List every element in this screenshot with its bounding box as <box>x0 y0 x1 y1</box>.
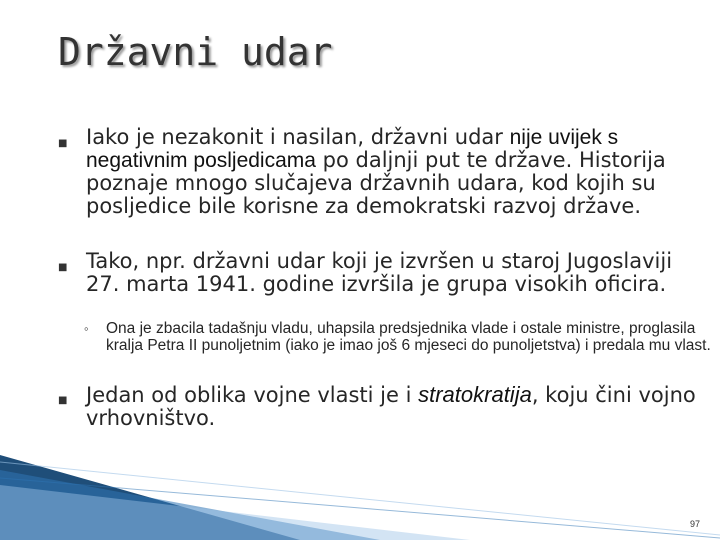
slide-title: Državni udar <box>58 30 333 74</box>
bullet-1-text-end: po daljnji put te države. Historija poznaje mnogo slučajeva državnih udara, kod kojih su posljedice bile korisne za demokratski razvoj države. <box>86 148 666 218</box>
bullet-2 <box>58 249 696 296</box>
bullet-3-text-start: Jedan od oblika vojne vlasti je i <box>86 383 419 407</box>
bullet-2-text: Tako, npr. državni udar koji je izvršen u staroj Jugoslaviji 27. marta 1941. godine izvršila je grupa visokih oficira. <box>86 249 673 296</box>
bullet-3 <box>58 382 696 430</box>
sub-bullet <box>84 320 716 354</box>
bullet-1-text-start: Iako je nezakonit i nasilan, državni udar <box>86 125 510 149</box>
circle-bullet-icon: ◦ <box>84 321 89 336</box>
bullet-1 <box>58 125 696 218</box>
bullet-1-emphasis: nije uvijek s negativnim posljedicama <box>86 126 619 172</box>
sub-bullet-text: Ona je zbacila tadašnju vladu, uhapsila predsjednika vlade i ostale ministre, proglasila kralja Petra II punoljetnim (iako je imao još 6 mjeseci do punoljetstva) i predala mu vlast. <box>106 320 711 354</box>
square-bullet-icon: ■ <box>58 395 68 406</box>
square-bullet-icon: ■ <box>58 262 68 273</box>
bullet-3-italic-term: stratokratija <box>418 382 532 407</box>
square-bullet-icon: ■ <box>58 138 68 149</box>
corner-wedge-light <box>0 485 470 540</box>
page-number: 97 <box>690 519 701 529</box>
bullet-3-text-end: , koju čini vojno vrhovništvo. <box>86 383 696 430</box>
